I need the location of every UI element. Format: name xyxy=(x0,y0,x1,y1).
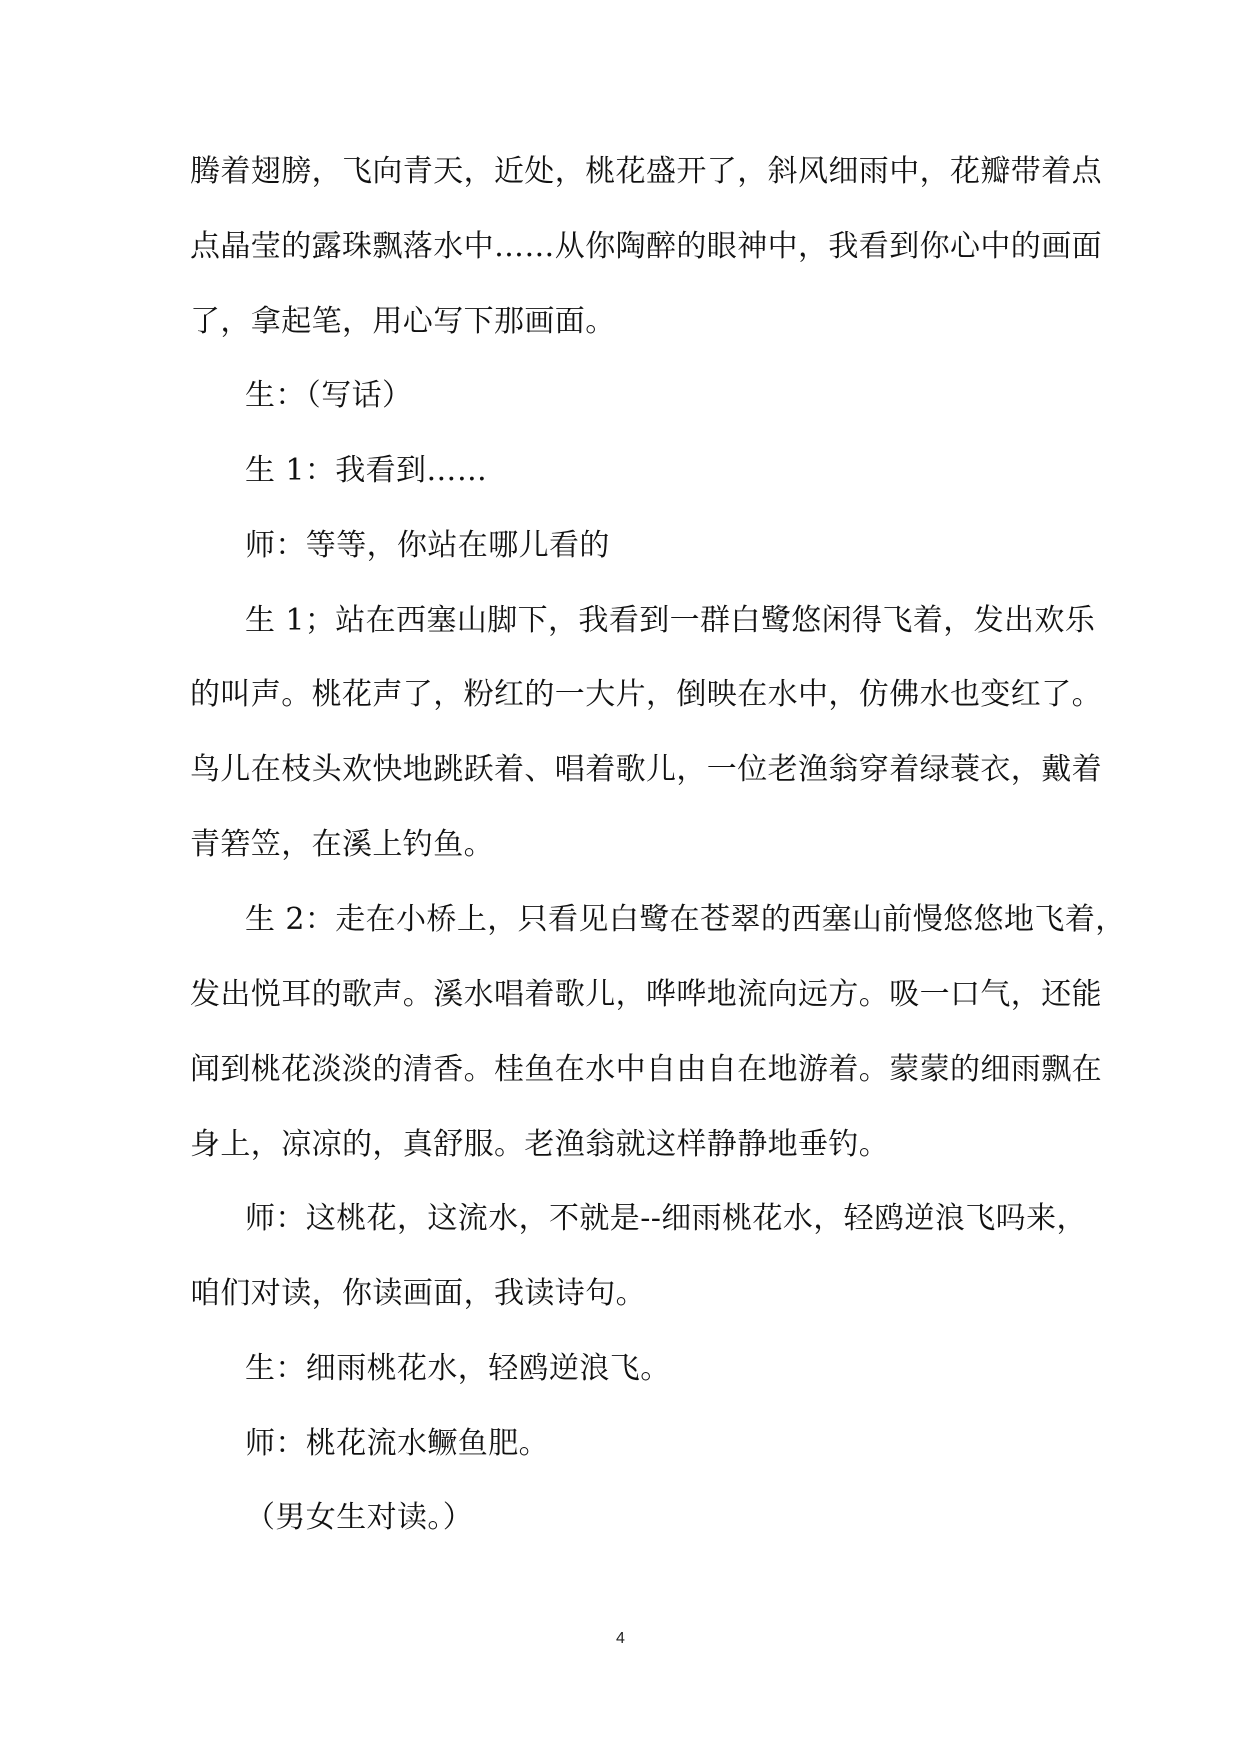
text-line: 的叫声。桃花声了，粉红的一大片，倒映在水中，仿佛水也变红了。 xyxy=(190,677,1102,712)
text-line: 了，拿起笔，用心写下那画面。 xyxy=(190,304,616,339)
text-line: 师：这桃花，这流水，不就是--细雨桃花水，轻鸥逆浪飞吗来， xyxy=(245,1201,1087,1236)
text-line: 师：桃花流水鳜鱼肥。 xyxy=(245,1426,549,1461)
text-line: 发出悦耳的歌声。溪水唱着歌儿，哗哗地流向远方。吸一口气，还能 xyxy=(190,977,1102,1012)
text-line: 腾着翅膀，飞向青天，近处，桃花盛开了，斜风细雨中，花瓣带着点 xyxy=(190,154,1102,189)
text-line: 生 1：我看到…… xyxy=(245,453,488,488)
text-line: 咱们对读，你读画面，我读诗句。 xyxy=(190,1276,646,1311)
text-line: 生 1；站在西塞山脚下，我看到一群白鹭悠闲得飞着，发出欢乐 xyxy=(245,603,1096,638)
text-line: 生：（写话） xyxy=(245,378,413,413)
text-line: （男女生对读。） xyxy=(245,1500,474,1535)
page-number: 4 xyxy=(616,1630,625,1647)
text-line: 点晶莹的露珠飘落水中……从你陶醉的眼神中，我看到你心中的画面 xyxy=(190,229,1102,264)
text-line: 身上，凉凉的，真舒服。老渔翁就这样静静地垂钓。 xyxy=(190,1127,890,1162)
text-line: 闻到桃花淡淡的清香。桂鱼在水中自由自在地游着。蒙蒙的细雨飘在 xyxy=(190,1052,1102,1087)
text-line: 生 2：走在小桥上，只看见白鹭在苍翠的西塞山前慢悠悠地飞着， xyxy=(245,902,1126,937)
text-line: 生：细雨桃花水，轻鸥逆浪飞。 xyxy=(245,1351,671,1386)
text-line: 青箬笠，在溪上钓鱼。 xyxy=(190,827,494,862)
text-line: 鸟儿在枝头欢快地跳跃着、唱着歌儿，一位老渔翁穿着绿蓑衣，戴着 xyxy=(190,752,1102,787)
text-line: 师：等等，你站在哪儿看的 xyxy=(245,528,610,563)
